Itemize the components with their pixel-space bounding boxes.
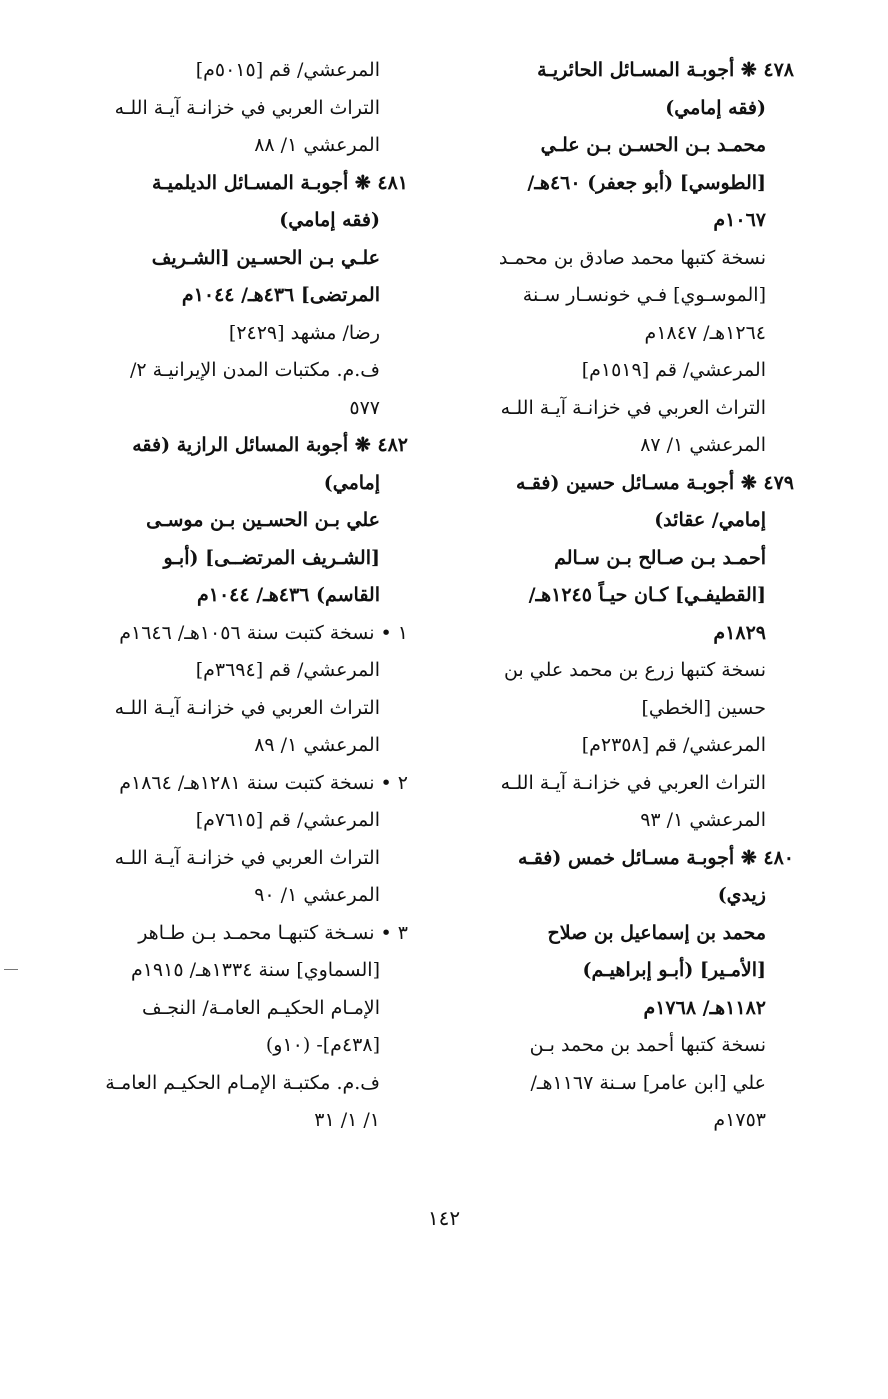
left-column-line: ف.م. مكتبـة الإمـام الحكيـم العامـة	[105, 1071, 380, 1094]
right-column-line: علي [ابن عامر] سـنة ١١٦٧هـ/	[530, 1071, 766, 1094]
right-column-line: ١٨٢٩م	[713, 621, 766, 644]
left-column-line: إمامي)	[323, 471, 380, 494]
left-column-line: المرتضى] ٤٣٦هـ/ ١٠٤٤م	[181, 284, 380, 306]
left-column-line: التراث العربي في خزانـة آيـة اللـه	[114, 696, 380, 719]
left-column-line: علي بـن الحسـين بـن موسـى	[146, 509, 380, 531]
right-column-line: [القطيفـي] كـان حيـاً ١٢٤٥هـ/	[528, 584, 766, 606]
right-column-line: محمـد بـن الحسـن بـن علـي	[540, 134, 766, 156]
left-column-line: ١/ ١/ ٣١	[314, 1109, 380, 1131]
left-column-line: علـي بـن الحسـين [الشـريف	[151, 246, 380, 269]
right-column-line: ١٠٦٧م	[713, 209, 766, 231]
left-column-line: ٤٨١ ❋ أجوبـة المسـائل الديلميـة	[151, 171, 408, 194]
left-column-line: المرعشي ١/ ٨٩	[254, 734, 380, 756]
right-column-line: المرعشي ١/ ٩٣	[640, 809, 766, 831]
left-column-line: المرعشي ١/ ٩٠	[254, 884, 380, 906]
right-column-line: (فقه إمامي)	[665, 96, 766, 119]
right-column-line: ١٢٦٤هـ/ ١٨٤٧م	[644, 321, 766, 344]
right-column-line: نسخة كتبها زرع بن محمد علي بن	[503, 659, 766, 681]
left-column-line: التراث العربي في خزانـة آيـة اللـه	[114, 846, 380, 869]
right-column-line: ١١٨٢هـ/ ١٧٦٨م	[643, 996, 766, 1019]
right-column-line: المرعشي/ قم [١٥١٩م]	[581, 359, 766, 381]
left-column-line: [٤٣٨م]- (١٠و)	[265, 1034, 380, 1056]
left-column	[76, 52, 408, 1140]
right-column-line: حسين [الخطي]	[641, 696, 766, 719]
left-column-line: المرعشي/ قم [٧٦١٥م]	[195, 809, 380, 831]
right-column-line: أحمـد بـن صـالح بـن سـالم	[554, 546, 766, 569]
left-column-line: ٤٨٢ ❋ أجوبة المسائل الرازية (فقه	[132, 434, 408, 456]
left-column-line: ١ • نسخة كتبت سنة ١٠٥٦هـ/ ١٦٤٦م	[119, 621, 408, 644]
left-column-line: [السماوي] سنة ١٣٣٤هـ/ ١٩١٥م	[130, 959, 380, 981]
left-column-line: [الشـريف المرتضــى] (أبـو	[163, 546, 380, 569]
left-column-line: الإمـام الحكيـم العامـة/ النجـف	[142, 996, 380, 1019]
right-column-line: المرعشي ١/ ٨٧	[640, 434, 766, 456]
right-column-line: التراث العربي في خزانـة آيـة اللـه	[500, 771, 766, 794]
right-column-line: ١٧٥٣م	[713, 1109, 766, 1131]
right-column-line: نسخة كتبها أحمد بن محمد بـن	[529, 1034, 766, 1056]
right-column-line: [الأمـير] (أبـو إبراهيـم)	[582, 959, 766, 981]
right-column	[462, 52, 794, 1140]
right-column-line: محمد بن إسماعيل بن صلاح	[547, 921, 766, 944]
right-column-line: زيدي)	[717, 884, 766, 906]
right-column-line: ٤٧٩ ❋ أجوبـة مسـائل حسين (فقـه	[516, 471, 794, 494]
page-number: ١٤٢	[427, 1206, 461, 1230]
left-column-line: المرعشي ١/ ٨٨	[254, 134, 380, 156]
left-column-line: ف.م. مكتبات المدن الإيرانيـة ٢/	[129, 359, 380, 381]
left-column-line: ٥٧٧	[349, 396, 380, 419]
right-column-line: إمامي/ عقائد)	[654, 509, 766, 531]
right-column-line: ٤٨٠ ❋ أجوبـة مسـائل خمس (فقـه	[517, 846, 794, 869]
left-column-line: المرعشي/ قم [٣٦٩٤م]	[195, 659, 380, 681]
left-column-line: رضا/ مشهد [٢٤٢٩]	[228, 321, 380, 344]
right-column-line: المرعشي/ قم [٢٣٥٨م]	[581, 734, 766, 756]
left-column-line: التراث العربي في خزانـة آيـة اللـه	[114, 96, 380, 119]
left-column-line: ٢ • نسخة كتبت سنة ١٢٨١هـ/ ١٨٦٤م	[119, 771, 408, 794]
left-column-line: (فقه إمامي)	[279, 209, 380, 231]
right-column-line: التراث العربي في خزانـة آيـة اللـه	[500, 396, 766, 419]
right-column-line: [الموسـوي] فـي خونسـار سـنة	[522, 284, 766, 306]
margin-mark	[4, 969, 18, 970]
right-column-line: ٤٧٨ ❋ أجوبـة المسـائل الحائريـة	[537, 59, 794, 81]
right-column-line: [الطوسي] (أبو جعفر) ٤٦٠هـ/	[527, 171, 766, 194]
left-column-line: ٣ • نسـخة كتبهـا محمـد بـن طـاهر	[138, 921, 408, 944]
left-column-line: المرعشي/ قم [٥٠١٥م]	[195, 59, 380, 81]
left-column-line: القاسم) ٤٣٦هـ/ ١٠٤٤م	[197, 584, 380, 606]
right-column-line: نسخة كتبها محمد صادق بن محمـد	[498, 246, 766, 269]
